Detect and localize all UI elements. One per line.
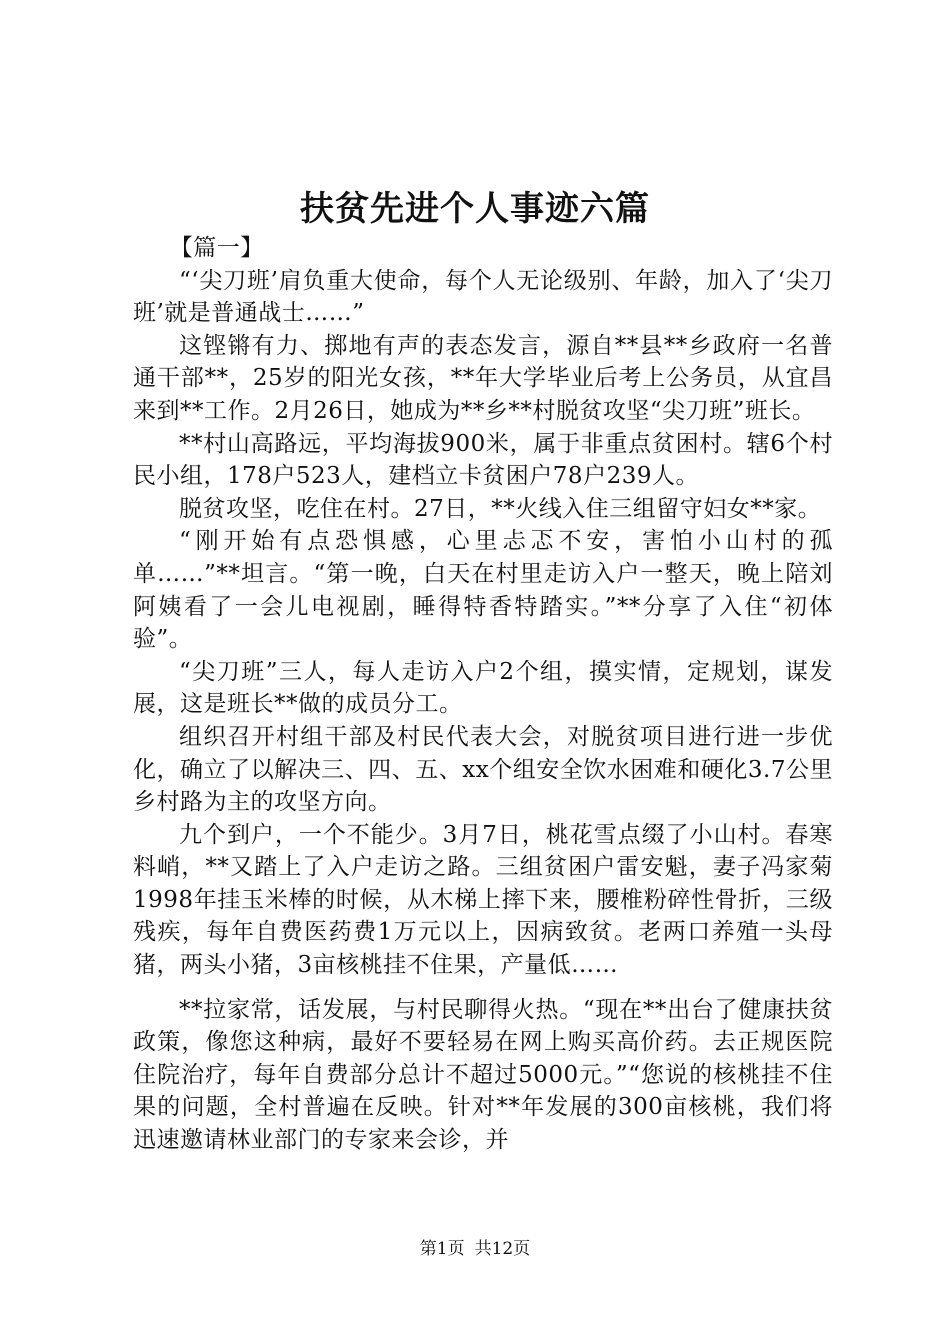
paragraph: **拉家常，话发展，与村民聊得火热。“现在**出台了健康扶贫政策，像您这种病，最好不要轻易在网上购买高价药。去正规医院住院治疗，每年自费部分总计不超过5000元。”“您说的核桃挂不住果的问题，全村普遍在反映。针对**年发展的300亩核桃，我们将迅速邀请林业部门的专家来会诊，并 <box>133 996 833 1154</box>
paragraph: “尖刀班”三人，每人走访入户2个组，摸实情，定规划，谋发展，这是班长**做的成员分工。 <box>133 658 833 718</box>
page-number: 第1页 <box>419 1239 465 1259</box>
paragraph: “刚开始有点恐惧感，心里忐忑不安，害怕小山村的孤单……”**坦言。“第一晚，白天在村里走访入户一整天，晚上陪刘阿姨看了一会儿电视剧，睡得特香特踏实。”**分享了入住“初体验”。 <box>133 528 833 653</box>
paragraph: 脱贫攻坚，吃住在村。27日，**火线入住三组留守妇女**家。 <box>179 495 822 522</box>
paragraph: 九个到户，一个不能少。3月7日，桃花雪点缀了小山村。春寒料峭，**又踏上了入户走访之路。三组贫困户雷安魁，妻子冯家菊1998年挂玉米棒的时候，从木梯上摔下来，腰椎粉碎性骨折，三级残疾，每年自费医药费1万元以上，因病致贫。老两口养殖一头母猪，两头小猪，3亩核桃挂不住果，产量低…… <box>133 821 833 979</box>
page-footer <box>0 1237 950 1261</box>
section-heading: 【篇一】 <box>169 235 264 261</box>
paragraph: 组织召开村组干部及村民代表大会，对脱贫项目进行进一步优化，确立了以解决三、四、五、xx个组安全饮水困难和硬化3.7公里乡村路为主的攻坚方向。 <box>133 723 833 816</box>
paragraph: 这铿锵有力、掷地有声的表态发言，源自**县**乡政府一名普通干部**，25岁的阳光女孩，**年大学毕业后考上公务员，从宜昌来到**工作。2月26日，她成为**乡**村脱贫攻坚“尖刀班”班长。 <box>133 332 833 424</box>
document-body <box>133 232 833 1157</box>
paragraph: **村山高路远，平均海拔900米，属于非重点贫困村。辖6个村民小组，178户523人，建档立卡贫困户78户239人。 <box>133 430 833 490</box>
page-total: 共12页 <box>474 1239 531 1259</box>
paragraph: “‘尖刀班’肩负重大使命，每个人无论级别、年龄，加入了‘尖刀班’就是普通战士……” <box>133 267 833 327</box>
document-title: 扶贫先进个人事迹六篇 <box>300 189 650 229</box>
